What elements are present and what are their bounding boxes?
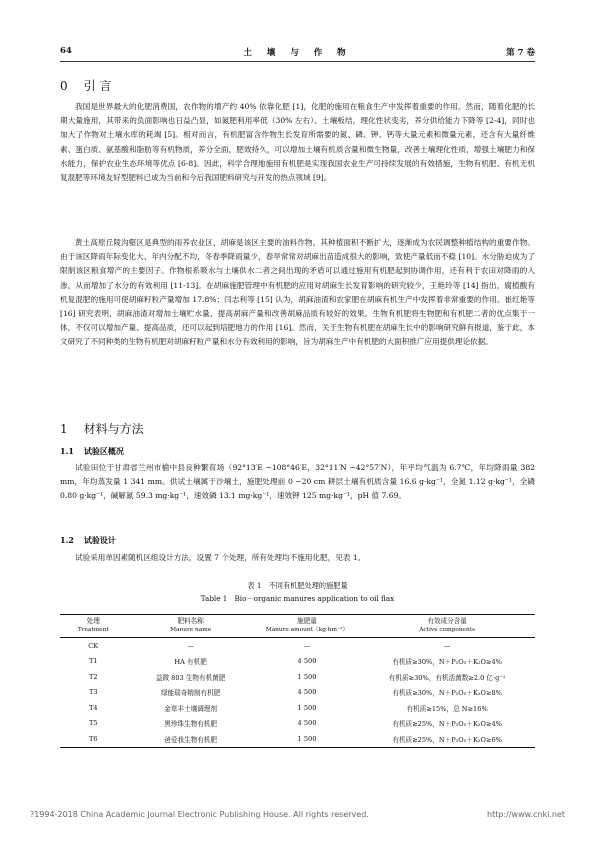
table-row: T2 益微 803 生物有机菌肥 1 500 有机质≥30%，有机活菌数≥2.0 亿·g⁻¹ xyxy=(88,672,506,682)
subsection-title: 试验区概况 xyxy=(83,446,124,456)
volume-label: 第 7 卷 xyxy=(506,48,535,58)
subsection-title: 试验设计 xyxy=(83,535,116,545)
intro-paragraph-1: 我国是世界最大的化肥消费国，农作物的增产约 40% 依靠化肥 [1]，化肥的施用在粮食生产中发挥着重要的作用。然而，随着化肥的长期大量施用，其带来的负面影响也日益凸显，如氮肥利用率低（30% 左右）、土壤板结，理化性状变劣，养分供给能力下降等 [2-4]，同时也加大了作物对土壤水库的耗竭 [5]。相对而言，有机肥富含作物生长发育所需要的氮、磷、钾、钙等大量元素和微量元素，还含有大量纤维素、蛋白质、氨基酸和脂肪等有机物质，养分全面，肥效持久，可以增加土壤有机质含量和微生物量，改善土壤理化性质，增强土壤肥力和保水能力，保护农业生态环境等优点 [6-8]。因此，科学合理地施用有机肥是实现我国农业生产可持续发展的有效措施，生物有机肥、有机无机复混肥等环境友好型肥料已成为当前和今后我国肥料研究与开发的热点领域 [9]。 xyxy=(60,102,535,183)
column-header-active-components: 有效成分含量 Active components xyxy=(359,615,535,638)
table-row: T3 绿能瑞奇精制有机肥 4 500 有机质≥30%，N＋P₂O₅＋K₂O≥8% xyxy=(88,688,502,698)
subsection-heading-design xyxy=(60,535,126,546)
footer-url: http://www.cnki.net xyxy=(487,810,565,819)
table-row: T5 黑珍珠生物有机肥 4 500 有机质≥25%，N＋P₂O₅＋K₂O≥4% xyxy=(88,719,502,729)
column-header-treatment: 处理 Treatment xyxy=(60,615,127,638)
column-header-manure-name: 肥料名称 Manure name xyxy=(127,615,255,638)
table-row: T1 HA 有机肥 4 500 有机质≥30%，N＋P₂O₅＋K₂O≥4% xyxy=(88,657,502,667)
running-header xyxy=(60,46,535,60)
subsection-heading-site xyxy=(60,446,134,457)
page-footer xyxy=(30,810,565,819)
table-row: T4 金草丰土壤调理剂 1 500 有机质≥15%，总 N≥16% xyxy=(88,703,488,713)
intro-paragraph-2: 黄土高原丘陵沟壑区是典型的雨养农业区，胡麻是该区主要的油料作物，其种植面积不断扩大，逐渐成为农民调整种植结构的重要作物。由于该区降雨年际变化大、年内分配不均，冬春季降雨量少，春旱常常对胡麻出苗造成很大的影响，致使产量低而不稳 [10]。水分胁迫成为了限制该区粮食增产的主要因子。作物根系吸水与土壤供水二者之间出现的矛盾可以通过施用有机肥起到协调作用，还有利于农田对降雨的入渗，从而增加了水分的有效利用 [11-13]。在胡麻施肥管理中有机肥的应用对胡麻生长发育影响的研究较少，王艳玲等 [14] 指出，腐植酸有机复混肥的施用可使胡麻籽粒产量增加 17.8%；闫志利等 [15] 认为，胡麻油渣和农家肥在胡麻有机生产中发挥着非常重要的作用。崔红艳等 [16] 研究表明，胡麻油渣对增加土壤贮水量、提高胡麻产量和改善胡麻品质有较好的效果。生物有机肥将生物肥和有机肥二者的优点集于一体，不仅可以增加产量、提高品质，还可以起到培肥地力的作用 [16]。然而，关于生物有机肥在胡麻生长中的影响研究鲜有报道，鉴于此，本文研究了不同种类的生物有机肥对胡麻籽粒产量和水分有效利用的影响，旨为胡麻生产中有机肥的大面积推广应用提供理论依据。 xyxy=(60,238,535,347)
site-paragraph: 试验田位于甘肃省兰州市榆中县良种繁育场（92°13′E ~108°46′E，32°11′N ~42°57′N），年平均气温为 6.7℃，年均降雨量 382 mm，年均蒸发量 1 341 mm。供试土壤属于沙壤土，施肥处理前 0 ~20 cm 耕层土壤有机质含量 16.6 g·kg⁻¹，全氮 1.12 g·kg⁻¹，全磷 0.80 g·kg⁻¹，碱解氮 59.3 mg·kg⁻¹，速效磷 13.1 mg·kg⁻¹，速效钾 125 mg·kg⁻¹，pH 值 7.69。 xyxy=(60,463,535,501)
design-paragraph: 试验采用单因素随机区组设计方法，设置 7 个处理，所有处理均不施用化肥，见表 1。 xyxy=(75,553,366,562)
section-heading-intro xyxy=(60,77,127,94)
fertilizer-table xyxy=(60,614,535,748)
journal-title: 土 壤 与 作 物 xyxy=(243,48,352,58)
table-caption-cn: 表 1 不同有机肥处理的施肥量 xyxy=(247,581,348,590)
section-number: 1 xyxy=(60,422,68,436)
copyright-notice: ?1994-2018 China Academic Journal Electronic Publishing House. All rights reserved. xyxy=(30,810,369,819)
section-title: 引 言 xyxy=(83,79,112,93)
section-heading-methods xyxy=(60,420,160,437)
section-number: 0 xyxy=(60,79,68,93)
table-row: CK — — — xyxy=(88,641,451,650)
header-rule xyxy=(60,61,535,62)
column-header-manure-amount: 施肥量 Manure amount（kg·hm⁻²） xyxy=(255,615,360,638)
table-row: T6 爸爱我生物有机肥 1 500 有机质≥25%，N＋P₂O₅＋K₂O≥6% xyxy=(60,731,535,747)
subsection-number: 1.1 xyxy=(60,446,74,456)
subsection-number: 1.2 xyxy=(60,535,74,545)
section-title: 材料与方法 xyxy=(83,422,144,436)
page-number: 64 xyxy=(60,46,72,56)
table-caption-en: Table 1 Bio－organic manures application to oil flax xyxy=(200,594,395,603)
